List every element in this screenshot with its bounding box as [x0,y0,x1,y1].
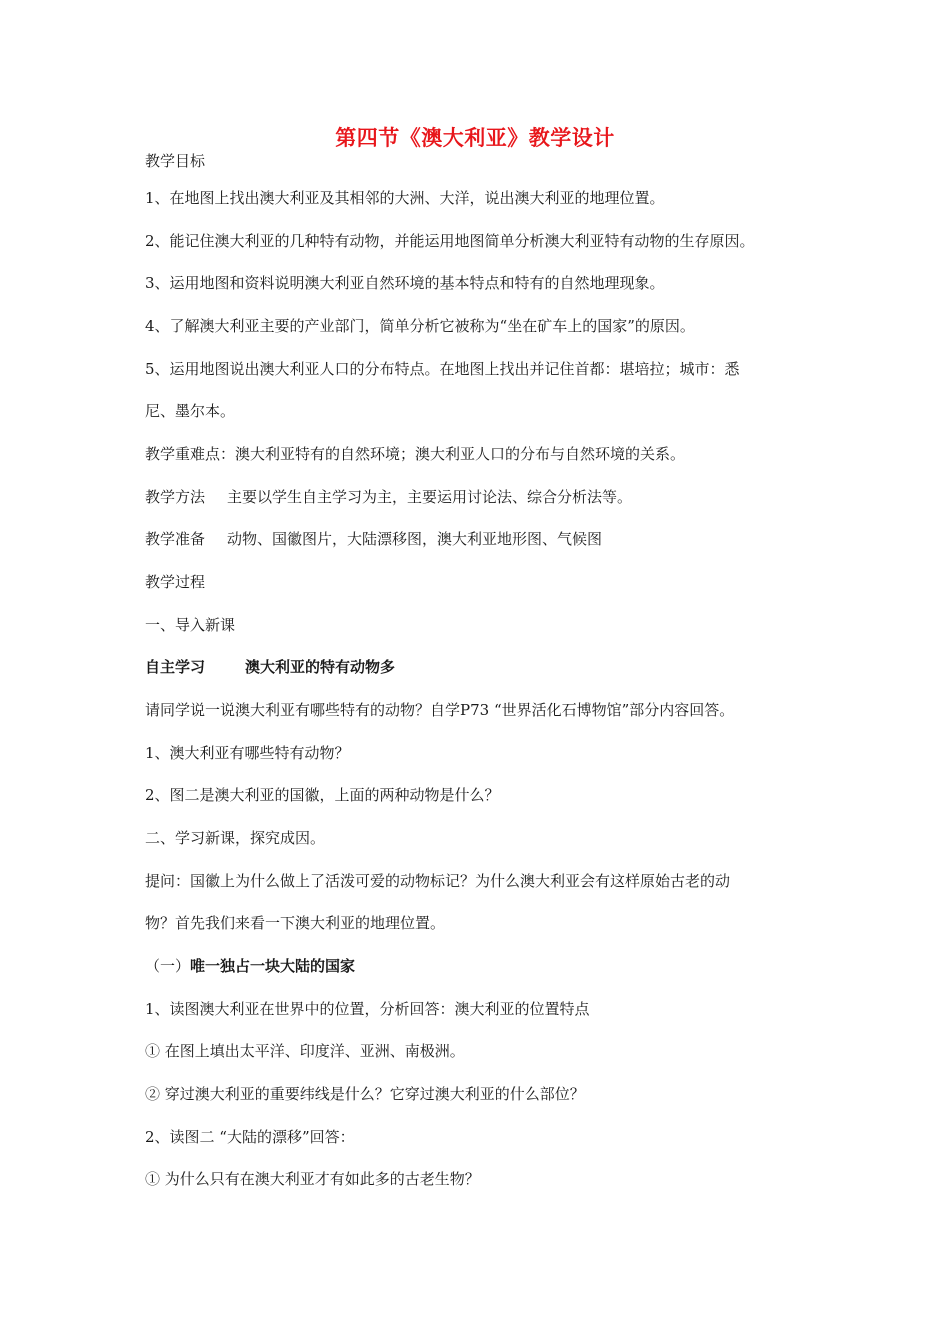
method-text: 主要以学生自主学习为主，主要运用讨论法、综合分析法等。 [227,488,633,506]
prep-text: 动物、国徽图片，大陆漂移图，澳大利亚地形图、气候图 [227,530,603,548]
key-points: 教学重难点：澳大利亚特有的自然环境；澳大利亚人口的分布与自然环境的关系。 [145,445,686,463]
self-study-row [145,657,395,677]
objective-1: 1、在地图上找出澳大利亚及其相邻的大洲、大洋，说出澳大利亚的地理位置。 [145,189,665,207]
objective-4: 4、了解澳大利亚主要的产业部门，简单分析它被称为“坐在矿车上的国家”的原因。 [145,317,695,335]
task-1-a: ① 在图上填出太平洋、印度洋、亚洲、南极洲。 [145,1042,465,1060]
inquiry-line-2: 物？首先我们来看一下澳大利亚的地理位置。 [145,914,446,932]
objective-2: 2、能记住澳大利亚的几种特有动物，并能运用地图简单分析澳大利亚特有动物的生存原因。 [145,232,755,250]
objective-5: 5、运用地图说出澳大利亚人口的分布特点。在地图上找出并记住首都：堪培拉；城市：悉 [145,360,740,378]
self-study-label: 自主学习 [145,658,206,676]
task-2: 2、读图二 “大陆的漂移”回答： [145,1128,355,1146]
new-lesson-heading: 二、学习新课，探究成因。 [145,829,326,847]
objectives-heading: 教学目标 [145,152,206,170]
task-1-b: ② 穿过澳大利亚的重要纬线是什么？它穿过澳大利亚的什么部位？ [145,1085,585,1103]
objective-3: 3、运用地图和资料说明澳大利亚自然环境的基本特点和特有的自然地理现象。 [145,274,665,292]
method-row [145,487,632,507]
self-study-title: 澳大利亚的特有动物多 [245,658,396,676]
self-study-prompt: 请同学说一说澳大利亚有哪些特有的动物？自学P73 “世界活化石博物馆”部分内容回答。 [145,701,735,719]
task-2-a: ① 为什么只有在澳大利亚才有如此多的古老生物？ [145,1170,480,1188]
prep-row [145,529,602,549]
inquiry-line-1: 提问：国徽上为什么做上了活泼可爱的动物标记？为什么澳大利亚会有这样原始古老的动 [145,872,731,890]
task-1: 1、读图澳大利亚在世界中的位置，分析回答：澳大利亚的位置特点 [145,1000,590,1018]
section-1-prefix: （一） [145,957,191,975]
section-1-heading [145,956,355,976]
objective-5-continued: 尼、墨尔本。 [145,402,236,420]
section-1-title: 唯一独占一块大陆的国家 [190,957,356,975]
method-label: 教学方法 [145,488,206,506]
intro-heading: 一、导入新课 [145,616,236,634]
question-2: 2、图二是澳大利亚的国徽，上面的两种动物是什么？ [145,786,500,804]
process-heading: 教学过程 [145,573,206,591]
prep-label: 教学准备 [145,530,206,548]
question-1: 1、澳大利亚有哪些特有动物？ [145,744,350,762]
document-title: 第四节《澳大利亚》教学设计 [335,126,615,150]
